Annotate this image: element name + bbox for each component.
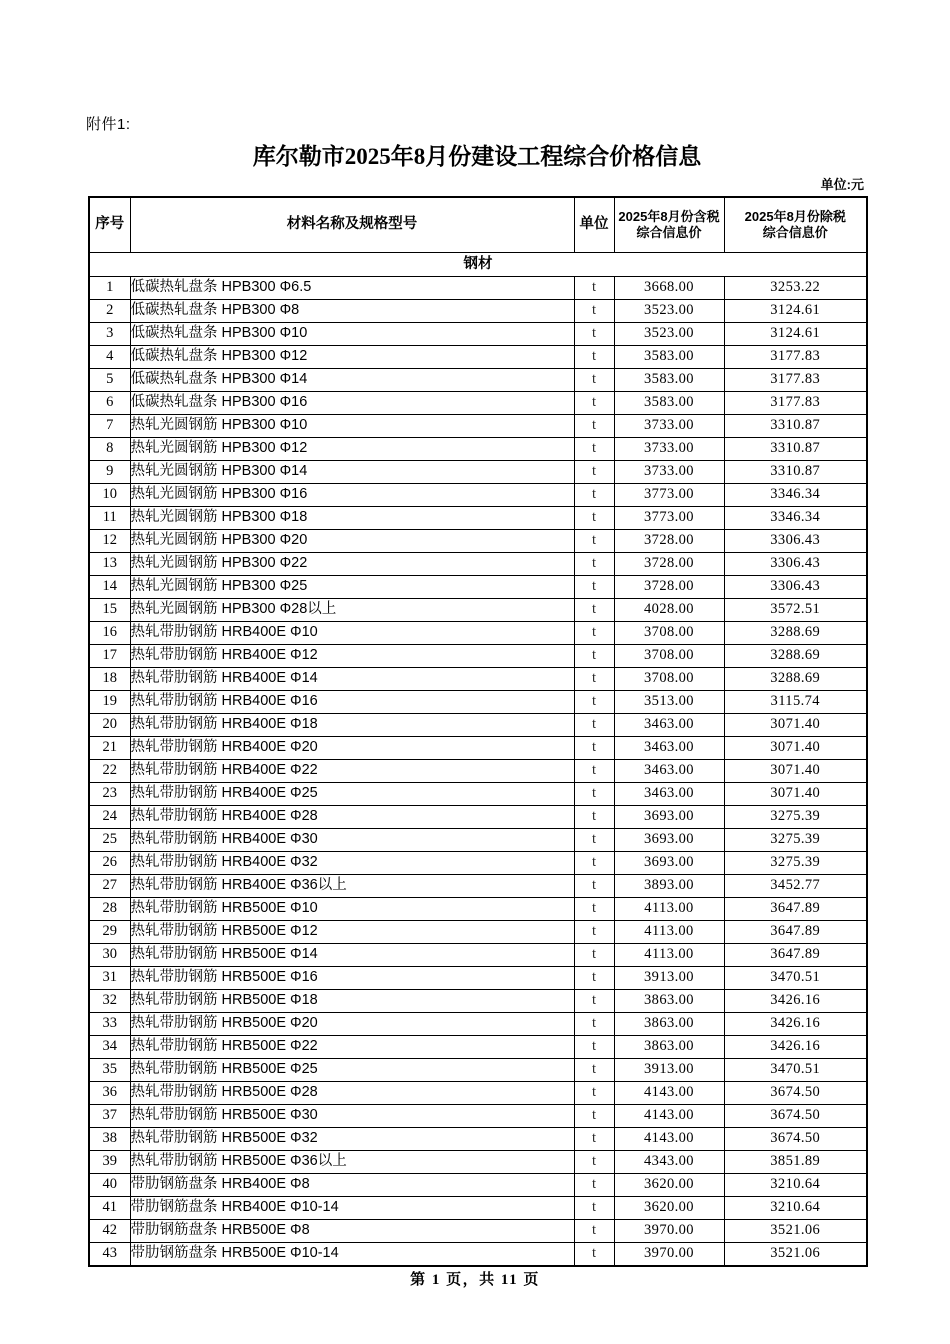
cell-unit: t <box>574 806 614 829</box>
cell-material-name: 热轧光圆钢筋 HPB300 Φ16 <box>130 484 574 507</box>
cell-index: 42 <box>89 1220 130 1243</box>
cell-unit: t <box>574 438 614 461</box>
cell-price-with-tax: 3863.00 <box>614 1036 724 1059</box>
cell-unit: t <box>574 645 614 668</box>
table-header <box>89 197 867 253</box>
table-row <box>89 507 867 530</box>
cell-price-with-tax: 4113.00 <box>614 921 724 944</box>
cell-index: 3 <box>89 323 130 346</box>
column-header-index: 序号 <box>89 197 130 253</box>
cell-index: 19 <box>89 691 130 714</box>
cell-price-with-tax: 3463.00 <box>614 714 724 737</box>
cell-unit: t <box>574 576 614 599</box>
cell-material-name: 热轧带肋钢筋 HRB500E Φ20 <box>130 1013 574 1036</box>
cell-price-with-tax: 3733.00 <box>614 438 724 461</box>
cell-price-with-tax: 3708.00 <box>614 668 724 691</box>
cell-index: 8 <box>89 438 130 461</box>
table-row <box>89 691 867 714</box>
cell-price-with-tax: 3733.00 <box>614 415 724 438</box>
column-header-material-name: 材料名称及规格型号 <box>130 197 574 253</box>
cell-price-without-tax: 3177.83 <box>724 346 867 369</box>
cell-index: 11 <box>89 507 130 530</box>
cell-price-without-tax: 3071.40 <box>724 737 867 760</box>
cell-price-with-tax: 3863.00 <box>614 990 724 1013</box>
cell-price-without-tax: 3851.89 <box>724 1151 867 1174</box>
cell-material-name: 热轧带肋钢筋 HRB400E Φ30 <box>130 829 574 852</box>
cell-index: 16 <box>89 622 130 645</box>
cell-unit: t <box>574 461 614 484</box>
cell-index: 13 <box>89 553 130 576</box>
cell-unit: t <box>574 1174 614 1197</box>
cell-material-name: 热轧带肋钢筋 HRB400E Φ10 <box>130 622 574 645</box>
cell-price-with-tax: 3728.00 <box>614 576 724 599</box>
cell-material-name: 热轧光圆钢筋 HPB300 Φ28以上 <box>130 599 574 622</box>
cell-index: 38 <box>89 1128 130 1151</box>
cell-price-without-tax: 3275.39 <box>724 806 867 829</box>
table-row <box>89 1036 867 1059</box>
cell-material-name: 低碳热轧盘条 HPB300 Φ16 <box>130 392 574 415</box>
cell-price-with-tax: 3693.00 <box>614 852 724 875</box>
cell-price-without-tax: 3253.22 <box>724 277 867 300</box>
cell-price-without-tax: 3306.43 <box>724 576 867 599</box>
table-header-row <box>89 197 867 253</box>
table-row <box>89 852 867 875</box>
cell-unit: t <box>574 898 614 921</box>
cell-unit: t <box>574 737 614 760</box>
cell-price-with-tax: 3583.00 <box>614 392 724 415</box>
cell-price-without-tax: 3647.89 <box>724 944 867 967</box>
cell-material-name: 热轧带肋钢筋 HRB500E Φ28 <box>130 1082 574 1105</box>
cell-index: 5 <box>89 369 130 392</box>
cell-unit: t <box>574 415 614 438</box>
cell-unit: t <box>574 622 614 645</box>
cell-price-without-tax: 3210.64 <box>724 1197 867 1220</box>
cell-price-with-tax: 3728.00 <box>614 553 724 576</box>
cell-material-name: 热轧光圆钢筋 HPB300 Φ22 <box>130 553 574 576</box>
cell-material-name: 热轧光圆钢筋 HPB300 Φ12 <box>130 438 574 461</box>
cell-price-without-tax: 3647.89 <box>724 898 867 921</box>
cell-material-name: 热轧带肋钢筋 HRB500E Φ12 <box>130 921 574 944</box>
cell-price-with-tax: 3463.00 <box>614 760 724 783</box>
attachment-label: 附件1: <box>86 116 131 133</box>
cell-unit: t <box>574 323 614 346</box>
cell-index: 12 <box>89 530 130 553</box>
section-title: 钢材 <box>89 253 867 277</box>
cell-unit: t <box>574 990 614 1013</box>
cell-material-name: 热轧带肋钢筋 HRB500E Φ30 <box>130 1105 574 1128</box>
cell-index: 36 <box>89 1082 130 1105</box>
table-row <box>89 1174 867 1197</box>
table-row <box>89 1197 867 1220</box>
cell-price-with-tax: 3913.00 <box>614 967 724 990</box>
cell-material-name: 热轧光圆钢筋 HPB300 Φ25 <box>130 576 574 599</box>
table-row <box>89 783 867 806</box>
column-header-price-with-tax-line2: 综合信息价 <box>636 225 702 240</box>
cell-price-with-tax: 4143.00 <box>614 1105 724 1128</box>
cell-index: 23 <box>89 783 130 806</box>
cell-price-without-tax: 3426.16 <box>724 990 867 1013</box>
cell-material-name: 低碳热轧盘条 HPB300 Φ12 <box>130 346 574 369</box>
cell-material-name: 带肋钢筋盘条 HRB400E Φ8 <box>130 1174 574 1197</box>
cell-price-with-tax: 3773.00 <box>614 507 724 530</box>
cell-index: 34 <box>89 1036 130 1059</box>
cell-price-with-tax: 3913.00 <box>614 1059 724 1082</box>
cell-index: 10 <box>89 484 130 507</box>
cell-unit: t <box>574 921 614 944</box>
cell-unit: t <box>574 1082 614 1105</box>
cell-unit: t <box>574 484 614 507</box>
cell-price-with-tax: 3893.00 <box>614 875 724 898</box>
cell-material-name: 热轧带肋钢筋 HRB500E Φ18 <box>130 990 574 1013</box>
cell-unit: t <box>574 530 614 553</box>
cell-price-without-tax: 3674.50 <box>724 1105 867 1128</box>
cell-price-with-tax: 4113.00 <box>614 944 724 967</box>
table-row <box>89 875 867 898</box>
cell-price-without-tax: 3521.06 <box>724 1220 867 1243</box>
cell-material-name: 热轧带肋钢筋 HRB500E Φ14 <box>130 944 574 967</box>
cell-price-with-tax: 3668.00 <box>614 277 724 300</box>
cell-price-with-tax: 3463.00 <box>614 783 724 806</box>
cell-price-with-tax: 4028.00 <box>614 599 724 622</box>
cell-index: 22 <box>89 760 130 783</box>
table-row <box>89 668 867 691</box>
cell-material-name: 热轧带肋钢筋 HRB400E Φ28 <box>130 806 574 829</box>
cell-index: 18 <box>89 668 130 691</box>
cell-index: 9 <box>89 461 130 484</box>
cell-material-name: 低碳热轧盘条 HPB300 Φ14 <box>130 369 574 392</box>
cell-material-name: 热轧光圆钢筋 HPB300 Φ20 <box>130 530 574 553</box>
cell-unit: t <box>574 691 614 714</box>
table-row <box>89 967 867 990</box>
table-row <box>89 599 867 622</box>
cell-price-without-tax: 3521.06 <box>724 1243 867 1267</box>
cell-price-with-tax: 3523.00 <box>614 300 724 323</box>
cell-price-without-tax: 3275.39 <box>724 852 867 875</box>
cell-index: 29 <box>89 921 130 944</box>
cell-price-with-tax: 3693.00 <box>614 806 724 829</box>
cell-material-name: 热轧带肋钢筋 HRB500E Φ22 <box>130 1036 574 1059</box>
price-information-table <box>88 196 868 1267</box>
cell-unit: t <box>574 1059 614 1082</box>
cell-price-with-tax: 3583.00 <box>614 369 724 392</box>
cell-material-name: 热轧带肋钢筋 HRB500E Φ36以上 <box>130 1151 574 1174</box>
cell-price-with-tax: 3620.00 <box>614 1197 724 1220</box>
cell-index: 30 <box>89 944 130 967</box>
cell-price-without-tax: 3288.69 <box>724 622 867 645</box>
cell-price-without-tax: 3306.43 <box>724 530 867 553</box>
table-row <box>89 484 867 507</box>
cell-price-without-tax: 3310.87 <box>724 461 867 484</box>
table-row <box>89 277 867 300</box>
table-row <box>89 760 867 783</box>
column-header-price-with-tax <box>614 197 724 253</box>
cell-index: 32 <box>89 990 130 1013</box>
cell-unit: t <box>574 300 614 323</box>
page-title: 库尔勒市2025年8月份建设工程综合价格信息 <box>252 144 702 169</box>
cell-index: 28 <box>89 898 130 921</box>
cell-material-name: 热轧带肋钢筋 HRB400E Φ16 <box>130 691 574 714</box>
cell-price-with-tax: 3463.00 <box>614 737 724 760</box>
cell-price-with-tax: 3863.00 <box>614 1013 724 1036</box>
cell-price-without-tax: 3124.61 <box>724 300 867 323</box>
cell-unit: t <box>574 829 614 852</box>
table-row <box>89 898 867 921</box>
cell-price-without-tax: 3310.87 <box>724 415 867 438</box>
table-row <box>89 369 867 392</box>
table-row <box>89 1105 867 1128</box>
cell-unit: t <box>574 369 614 392</box>
cell-material-name: 热轧带肋钢筋 HRB500E Φ16 <box>130 967 574 990</box>
cell-material-name: 带肋钢筋盘条 HRB400E Φ10-14 <box>130 1197 574 1220</box>
cell-material-name: 热轧带肋钢筋 HRB400E Φ32 <box>130 852 574 875</box>
table-row <box>89 645 867 668</box>
table-row <box>89 323 867 346</box>
cell-price-with-tax: 3728.00 <box>614 530 724 553</box>
table-row <box>89 622 867 645</box>
cell-material-name: 低碳热轧盘条 HPB300 Φ8 <box>130 300 574 323</box>
cell-unit: t <box>574 599 614 622</box>
cell-price-with-tax: 4113.00 <box>614 898 724 921</box>
cell-unit: t <box>574 1128 614 1151</box>
cell-price-without-tax: 3346.34 <box>724 507 867 530</box>
cell-unit: t <box>574 1151 614 1174</box>
cell-price-without-tax: 3572.51 <box>724 599 867 622</box>
cell-material-name: 热轧带肋钢筋 HRB500E Φ32 <box>130 1128 574 1151</box>
cell-material-name: 热轧光圆钢筋 HPB300 Φ14 <box>130 461 574 484</box>
cell-index: 1 <box>89 277 130 300</box>
cell-price-with-tax: 3523.00 <box>614 323 724 346</box>
cell-material-name: 热轧带肋钢筋 HRB400E Φ14 <box>130 668 574 691</box>
table-row <box>89 944 867 967</box>
cell-material-name: 热轧带肋钢筋 HRB400E Φ12 <box>130 645 574 668</box>
cell-price-with-tax: 3708.00 <box>614 645 724 668</box>
cell-price-without-tax: 3452.77 <box>724 875 867 898</box>
cell-index: 41 <box>89 1197 130 1220</box>
cell-unit: t <box>574 852 614 875</box>
cell-unit: t <box>574 1036 614 1059</box>
cell-index: 40 <box>89 1174 130 1197</box>
table-row <box>89 392 867 415</box>
cell-price-with-tax: 3970.00 <box>614 1220 724 1243</box>
cell-price-without-tax: 3210.64 <box>724 1174 867 1197</box>
cell-index: 2 <box>89 300 130 323</box>
section-header-row <box>89 253 867 277</box>
cell-price-without-tax: 3071.40 <box>724 783 867 806</box>
cell-unit: t <box>574 668 614 691</box>
table-row <box>89 530 867 553</box>
column-header-price-without-tax-line1: 2025年8月份除税 <box>744 209 846 225</box>
cell-index: 31 <box>89 967 130 990</box>
table-row <box>89 921 867 944</box>
cell-index: 35 <box>89 1059 130 1082</box>
page-footer: 第 1 页，共 11 页 <box>410 1272 540 1288</box>
cell-unit: t <box>574 392 614 415</box>
cell-price-without-tax: 3177.83 <box>724 369 867 392</box>
table-row <box>89 1220 867 1243</box>
table-row <box>89 1059 867 1082</box>
cell-price-without-tax: 3288.69 <box>724 668 867 691</box>
cell-price-with-tax: 4143.00 <box>614 1128 724 1151</box>
cell-unit: t <box>574 553 614 576</box>
cell-price-without-tax: 3647.89 <box>724 921 867 944</box>
cell-price-without-tax: 3071.40 <box>724 714 867 737</box>
cell-unit: t <box>574 1220 614 1243</box>
cell-unit: t <box>574 1105 614 1128</box>
table-body <box>89 253 867 1267</box>
cell-index: 17 <box>89 645 130 668</box>
cell-unit: t <box>574 967 614 990</box>
cell-material-name: 热轧带肋钢筋 HRB400E Φ20 <box>130 737 574 760</box>
column-header-price-without-tax-line2: 综合信息价 <box>762 225 828 240</box>
cell-unit: t <box>574 346 614 369</box>
table-row <box>89 714 867 737</box>
cell-price-without-tax: 3674.50 <box>724 1082 867 1105</box>
cell-price-without-tax: 3426.16 <box>724 1036 867 1059</box>
cell-price-with-tax: 3693.00 <box>614 829 724 852</box>
cell-index: 24 <box>89 806 130 829</box>
cell-index: 21 <box>89 737 130 760</box>
cell-price-without-tax: 3310.87 <box>724 438 867 461</box>
table-row <box>89 415 867 438</box>
cell-index: 6 <box>89 392 130 415</box>
cell-material-name: 带肋钢筋盘条 HRB500E Φ10-14 <box>130 1243 574 1267</box>
cell-price-with-tax: 4143.00 <box>614 1082 724 1105</box>
cell-price-without-tax: 3124.61 <box>724 323 867 346</box>
cell-unit: t <box>574 944 614 967</box>
column-header-price-without-tax <box>724 197 867 253</box>
currency-unit-note: 单位:元 <box>820 177 864 192</box>
table-row <box>89 1082 867 1105</box>
cell-unit: t <box>574 277 614 300</box>
cell-index: 43 <box>89 1243 130 1267</box>
cell-material-name: 热轧光圆钢筋 HPB300 Φ10 <box>130 415 574 438</box>
cell-price-without-tax: 3346.34 <box>724 484 867 507</box>
table-row <box>89 1243 867 1267</box>
cell-material-name: 热轧带肋钢筋 HRB500E Φ10 <box>130 898 574 921</box>
cell-price-with-tax: 3733.00 <box>614 461 724 484</box>
cell-index: 15 <box>89 599 130 622</box>
cell-index: 33 <box>89 1013 130 1036</box>
cell-price-with-tax: 3773.00 <box>614 484 724 507</box>
cell-material-name: 带肋钢筋盘条 HRB500E Φ8 <box>130 1220 574 1243</box>
column-header-unit: 单位 <box>574 197 614 253</box>
table-row <box>89 438 867 461</box>
cell-material-name: 热轧带肋钢筋 HRB400E Φ36以上 <box>130 875 574 898</box>
table-row <box>89 1128 867 1151</box>
cell-price-without-tax: 3470.51 <box>724 1059 867 1082</box>
table-row <box>89 806 867 829</box>
cell-price-without-tax: 3071.40 <box>724 760 867 783</box>
cell-price-with-tax: 4343.00 <box>614 1151 724 1174</box>
cell-unit: t <box>574 507 614 530</box>
cell-index: 25 <box>89 829 130 852</box>
cell-index: 14 <box>89 576 130 599</box>
column-header-price-with-tax-line1: 2025年8月份含税 <box>618 209 720 225</box>
cell-material-name: 热轧带肋钢筋 HRB400E Φ22 <box>130 760 574 783</box>
cell-price-without-tax: 3674.50 <box>724 1128 867 1151</box>
cell-unit: t <box>574 1013 614 1036</box>
cell-price-without-tax: 3177.83 <box>724 392 867 415</box>
table-row <box>89 990 867 1013</box>
cell-unit: t <box>574 714 614 737</box>
cell-material-name: 热轧带肋钢筋 HRB500E Φ25 <box>130 1059 574 1082</box>
table-row <box>89 576 867 599</box>
cell-price-with-tax: 3583.00 <box>614 346 724 369</box>
table-row <box>89 1013 867 1036</box>
cell-price-with-tax: 3513.00 <box>614 691 724 714</box>
cell-index: 37 <box>89 1105 130 1128</box>
cell-material-name: 热轧带肋钢筋 HRB400E Φ25 <box>130 783 574 806</box>
cell-material-name: 低碳热轧盘条 HPB300 Φ6.5 <box>130 277 574 300</box>
cell-index: 7 <box>89 415 130 438</box>
cell-price-without-tax: 3275.39 <box>724 829 867 852</box>
cell-index: 4 <box>89 346 130 369</box>
table-row <box>89 1151 867 1174</box>
cell-price-without-tax: 3306.43 <box>724 553 867 576</box>
cell-unit: t <box>574 1197 614 1220</box>
cell-index: 27 <box>89 875 130 898</box>
cell-price-without-tax: 3115.74 <box>724 691 867 714</box>
table-row <box>89 346 867 369</box>
cell-price-with-tax: 3970.00 <box>614 1243 724 1267</box>
cell-price-with-tax: 3708.00 <box>614 622 724 645</box>
cell-unit: t <box>574 1243 614 1267</box>
cell-price-without-tax: 3288.69 <box>724 645 867 668</box>
cell-index: 26 <box>89 852 130 875</box>
cell-price-without-tax: 3426.16 <box>724 1013 867 1036</box>
cell-price-with-tax: 3620.00 <box>614 1174 724 1197</box>
cell-material-name: 热轧带肋钢筋 HRB400E Φ18 <box>130 714 574 737</box>
cell-material-name: 低碳热轧盘条 HPB300 Φ10 <box>130 323 574 346</box>
cell-unit: t <box>574 783 614 806</box>
cell-index: 20 <box>89 714 130 737</box>
table-row <box>89 553 867 576</box>
table-row <box>89 829 867 852</box>
table-row <box>89 300 867 323</box>
cell-material-name: 热轧光圆钢筋 HPB300 Φ18 <box>130 507 574 530</box>
cell-index: 39 <box>89 1151 130 1174</box>
table-row <box>89 461 867 484</box>
cell-price-without-tax: 3470.51 <box>724 967 867 990</box>
cell-unit: t <box>574 875 614 898</box>
cell-unit: t <box>574 760 614 783</box>
table-row <box>89 737 867 760</box>
